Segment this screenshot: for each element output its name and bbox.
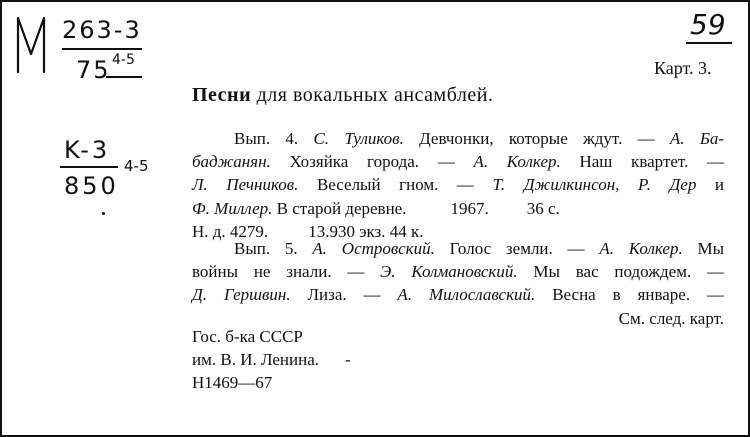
entry1-line-3: Л. Печников. Веселый гном. — Т. Джилкинсон, Р. Дер и [192, 175, 724, 195]
entry1-line-5: Н. д. 4279. 13.930 экз. 44 к. [192, 221, 424, 241]
handwritten-code-bottom: 75 [76, 56, 111, 84]
handwritten-divider [62, 48, 142, 50]
title-bold: Песни [192, 84, 252, 106]
entry2-line-1: Вып. 5. А. Островский. Голос земли. — А. Колкер. Мы [234, 239, 725, 258]
entry1-line-2: баджанян. Хозяйка города. — А. Колкер. Наш квартет. — [192, 152, 725, 172]
print-order-code: Н1469—67 [192, 373, 273, 392]
shelf-letter-m [14, 14, 48, 76]
entry1-line-4: Ф. Миллер. В старой деревне. 1967. 36 с. [192, 198, 560, 218]
handwritten-k-number: 850 [64, 172, 119, 200]
entry2-line-2: войны не знали. — Э. Колмановский. Мы вас подождем. — [192, 262, 724, 282]
handwritten-code-bottom-sup: 4-5 [112, 52, 135, 68]
handwritten-page-underline [686, 42, 732, 44]
handwritten-code-top: 263-3 [62, 16, 142, 44]
card-number: Карт. 3. [654, 58, 712, 78]
entry2-line-3: Д. Гершвин. Лиза. — А. Милославский. Весна в январе. — [192, 285, 725, 305]
entry1-line-1: Вып. 4. С. Туликов. Девчонки, которые ждут. — А. Ба- [234, 129, 725, 148]
entry-issue-4 [192, 127, 724, 243]
handwritten-page-mark: 59 [690, 8, 726, 41]
stray-mark: - [345, 350, 351, 369]
library-name-2: им. В. И. Ленина. - [192, 350, 351, 369]
entry2-line-4: См. след. карт. [618, 308, 724, 328]
card-title [192, 84, 493, 107]
handwritten-k-code: K-3 [64, 136, 111, 164]
handwritten-dot [102, 212, 105, 215]
title-rest: для вокальных ансамблей. [251, 84, 494, 106]
handwritten-underline [106, 76, 142, 78]
handwritten-k-sup: 4-5 [124, 157, 149, 175]
handwritten-k-divider [60, 166, 118, 168]
library-name: Гос. б-ка СССР [192, 327, 303, 346]
entry-issue-5 [192, 237, 724, 330]
